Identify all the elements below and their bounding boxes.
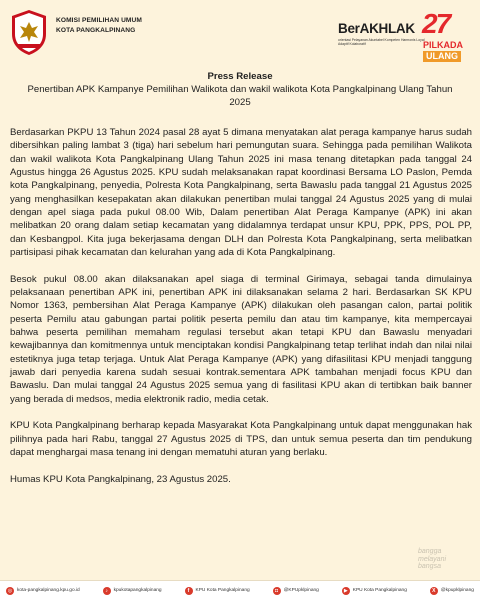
org-name-line2: KOTA PANGKALPINANG [56,26,136,34]
pilkada-ulang-badge: ULANG [423,51,461,62]
facebook-icon: f [185,587,193,595]
kpu-garuda-logo-icon [10,8,48,56]
berakhlak-logo [338,22,426,46]
watermark-line1: bangga [418,548,442,555]
title-heading: Press Release [207,71,273,82]
footer-tiktok[interactable] [103,587,162,595]
berakhlak-highlight: AKHLAK [359,21,415,36]
footer-tiktok-text: kpukotapangkalpinang [113,588,162,593]
press-release-title [20,70,460,109]
berakhlak-prefix: Ber [338,21,360,36]
pilkada-ulang-logo [416,10,472,68]
x-icon: X [430,587,438,595]
footer-website[interactable] [6,587,80,595]
watermark-line2: melayani [418,555,447,563]
footer-instagram-text: @KPUpklpinang [283,588,319,593]
footer-x-text: @kpupklpinang [440,588,474,593]
youtube-icon: ▶ [342,587,350,595]
footer-instagram[interactable] [273,587,319,595]
globe-icon: ◎ [7,587,13,594]
berakhlak-subtitle: orientasi Pelayanan Akuntabel Kompeten Harmonis Loyal Adaptif Kolaboratif [338,38,425,47]
footer-facebook[interactable] [185,587,250,595]
signature-line: Humas KPU Kota Pangkalpinang, 23 Agustus 2025. [10,473,231,485]
pilkada-number: 27 [422,8,450,39]
title-subject: Penertiban APK Kampanye Pemilihan Walikota dan wakil walikota Kota Pangkalpinang Ulang Tahun 2025 [27,84,453,108]
bangga-melayani-watermark [418,548,478,571]
header [0,0,480,70]
press-release-body [10,126,472,499]
body-paragraph: Berdasarkan PKPU 13 Tahun 2024 pasal 28 ayat 5 dimana menyatakan alat peraga kampanye harus sudah dibersihkan paling lambat 3 (tiga) hari sebelum hari pemungutan suara. Sehingga pada pemilihan Walikota dan wakil walikota Kota Pangkalpinang Ulang Tahun 2025 ini masa tenang ditetapkan pada tanggal 24 Agustus hingga 26 Agustus 2025. KPU sudah melaksanakan rapat koordinasi Bersama LO Paslon, Pemda kota Pangkalpinang, penyedia, Polresta Kota Pangkalpinang, serta Bawaslu pada tanggal 21 Agustus 2025 yang menghasilkan kesepakatan akan dilakukan penertiban mulai tanggal 24 Agustus 2025 yang di mulai dengan apel siaga pada pukul 08.00 Wib, Dalam penertiban Alat Peraga Kampanye (APK) ini akan melibatkan 20 orang dalam setiap kecamatan yang didalamnya terdapat unsur KPU, PPK, PPS, POL PP, dan Kesbangpol. Kita juga bekerjasama dengan DLH dan Polresta Kota Pangkalpinang, serta melibatkan partisipasi pihak kecamatan dan kelurahan yang ada di Kota Pangkalpinang. [10,127,472,259]
watermark-line3: bangsa [418,563,441,571]
tiktok-icon: ♪ [103,587,111,595]
body-paragraph: Besok pukul 08.00 akan dilaksanakan apel siaga di terminal Girimaya, sebagai tanda dimulainya pelaksanaan penertiban APK ini, penertiban APK ini dilaksanakan selama 2 hari. Berdasarkan SK KPU Nomor 1363, pembersihan Alat Peraga Kampanye (APK) dilakukan oleh pasangan calon, partai politik peserta Pemilu atau gabungan partai politik peserta pemilu dan atau tim kampanye, kita mempercayai bahwa peserta pemilihan memaham regulasi tersebut akan tetapi KPU dan Bawaslu menyadari kewajibannya dan komitmennya untuk menciptakan kondisi Pangkalpinang tetap terlihat indah dan nilai nilai estetiknya juga tetap terjaga. Untuk Alat Peraga Kampanye (APK) yang difasilitasi KPU menjadi tanggung jawab dari penyedia karena sudah sesuai kontrak.sementara APK tambahan menjadi focus KPU dan Bawaslu. Dan mulai tanggal 24 Agustus 2025 semua yang di fasilitasi KPU akan di tertibkan baik banner yang berada di medsos, media elektronik radio, media cetak. [10,273,472,405]
org-name-line1: KOMISI PEMILIHAN UMUM [56,17,142,24]
footer-website-text: kota-pangkalpinang.kpu.go.id [17,588,80,593]
body-paragraph: KPU Kota Pangkalpinang berharap kepada Masyarakat Kota Pangkalpinang untuk dapat menggunakan hak pilihnya pada hari Rabu, tanggal 27 Agustus 2025 di TPS, dan untuk semua peserta dan tim pendukung dapat menghargai masa tenang ini dengan mematuhi aturan yang berlaku. [10,420,472,459]
footer-facebook-text: KPU Kota Pangkalpinang [195,588,250,593]
instagram-icon: ◘ [273,587,281,595]
footer-x[interactable] [430,587,474,595]
org-name [56,16,142,35]
footer-social-bar [0,580,480,600]
footer-youtube-text: KPU Kota Pangkalpinang [352,588,407,593]
pilkada-label: PILKADA [423,40,463,50]
footer-youtube[interactable] [342,587,407,595]
